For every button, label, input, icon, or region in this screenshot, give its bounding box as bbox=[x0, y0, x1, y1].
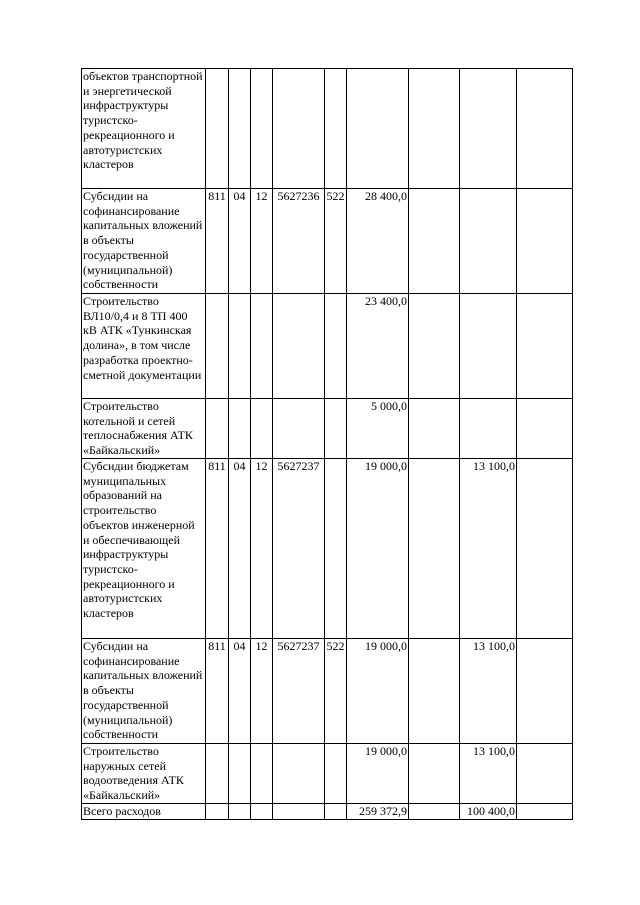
amount-col10 bbox=[517, 399, 573, 459]
row-name: Строительство наружных сетей водоотведения АТК «Байкальский» bbox=[82, 744, 206, 804]
target-code bbox=[273, 294, 325, 399]
section-code bbox=[229, 804, 251, 820]
subsection-code bbox=[251, 804, 273, 820]
subsection-code bbox=[251, 294, 273, 399]
subsection-code: 12 bbox=[251, 459, 273, 639]
amount-col9: 13 100,0 bbox=[460, 744, 517, 804]
amount-col9 bbox=[460, 294, 517, 399]
amount-cell: 19 000,0 bbox=[347, 639, 409, 744]
section-code bbox=[229, 69, 251, 189]
table-row bbox=[82, 399, 573, 459]
section-code: 04 bbox=[229, 639, 251, 744]
expense-type bbox=[325, 744, 347, 804]
admin-code bbox=[206, 399, 229, 459]
subsection-code bbox=[251, 69, 273, 189]
subsection-code: 12 bbox=[251, 189, 273, 294]
amount-col9: 100 400,0 bbox=[460, 804, 517, 820]
table-row bbox=[82, 294, 573, 399]
amount-cell: 19 000,0 bbox=[347, 744, 409, 804]
admin-code bbox=[206, 69, 229, 189]
amount-col8 bbox=[409, 69, 460, 189]
amount-cell: 23 400,0 bbox=[347, 294, 409, 399]
subsection-code bbox=[251, 744, 273, 804]
amount-col10 bbox=[517, 639, 573, 744]
row-name: объектов транспортной и энергетической инфраструктуры туристско-рекреационного и автотуристских кластеров bbox=[82, 69, 206, 189]
row-name: Строительство ВЛ10/0,4 и 8 ТП 400 кВ АТК «Тункинская долина», в том числе разработка проектно-сметной документации bbox=[82, 294, 206, 399]
table-row bbox=[82, 459, 573, 639]
amount-col8 bbox=[409, 399, 460, 459]
amount-col10 bbox=[517, 804, 573, 820]
row-name: Всего расходов bbox=[82, 804, 206, 820]
admin-code bbox=[206, 804, 229, 820]
target-code bbox=[273, 399, 325, 459]
amount-col8 bbox=[409, 639, 460, 744]
target-code: 5627237 bbox=[273, 639, 325, 744]
amount-col9: 13 100,0 bbox=[460, 639, 517, 744]
target-code bbox=[273, 804, 325, 820]
expense-type: 522 bbox=[325, 639, 347, 744]
section-code bbox=[229, 294, 251, 399]
expense-type bbox=[325, 69, 347, 189]
admin-code: 811 bbox=[206, 639, 229, 744]
expense-type bbox=[325, 399, 347, 459]
expense-type bbox=[325, 804, 347, 820]
amount-cell: 28 400,0 bbox=[347, 189, 409, 294]
row-name: Субсидии на софинансирование капитальных вложений в объекты государственной (муниципальной) собственности bbox=[82, 639, 206, 744]
amount-col8 bbox=[409, 744, 460, 804]
amount-col10 bbox=[517, 69, 573, 189]
amount-col8 bbox=[409, 804, 460, 820]
table-row bbox=[82, 189, 573, 294]
target-code bbox=[273, 744, 325, 804]
amount-col9 bbox=[460, 69, 517, 189]
amount-cell bbox=[347, 69, 409, 189]
amount-col9 bbox=[460, 189, 517, 294]
amount-col8 bbox=[409, 459, 460, 639]
subsection-code: 12 bbox=[251, 639, 273, 744]
amount-col8 bbox=[409, 294, 460, 399]
subsection-code bbox=[251, 399, 273, 459]
amount-cell: 5 000,0 bbox=[347, 399, 409, 459]
admin-code: 811 bbox=[206, 459, 229, 639]
expense-type bbox=[325, 459, 347, 639]
admin-code bbox=[206, 744, 229, 804]
amount-cell: 19 000,0 bbox=[347, 459, 409, 639]
admin-code: 811 bbox=[206, 189, 229, 294]
amount-col9: 13 100,0 bbox=[460, 459, 517, 639]
section-code: 04 bbox=[229, 459, 251, 639]
amount-cell: 259 372,9 bbox=[347, 804, 409, 820]
table-row-total bbox=[82, 804, 573, 820]
target-code bbox=[273, 69, 325, 189]
target-code: 5627237 bbox=[273, 459, 325, 639]
admin-code bbox=[206, 294, 229, 399]
row-name: Строительство котельной и сетей теплоснабжения АТК «Байкальский» bbox=[82, 399, 206, 459]
row-name: Субсидии на софинансирование капитальных вложений в объекты государственной (муниципальной) собственности bbox=[82, 189, 206, 294]
amount-col10 bbox=[517, 294, 573, 399]
section-code bbox=[229, 744, 251, 804]
table-row bbox=[82, 639, 573, 744]
target-code: 5627236 bbox=[273, 189, 325, 294]
amount-col10 bbox=[517, 189, 573, 294]
amount-col8 bbox=[409, 189, 460, 294]
amount-col10 bbox=[517, 744, 573, 804]
expense-type: 522 bbox=[325, 189, 347, 294]
section-code: 04 bbox=[229, 189, 251, 294]
section-code bbox=[229, 399, 251, 459]
row-name: Субсидии бюджетам муниципальных образований на строительство объектов инженерной и обеспечивающей инфраструктуры туристско-рекреационного и автотуристских кластеров bbox=[82, 459, 206, 639]
expense-type bbox=[325, 294, 347, 399]
amount-col9 bbox=[460, 399, 517, 459]
table-row bbox=[82, 69, 573, 189]
table-row bbox=[82, 744, 573, 804]
budget-table bbox=[81, 68, 573, 820]
amount-col10 bbox=[517, 459, 573, 639]
